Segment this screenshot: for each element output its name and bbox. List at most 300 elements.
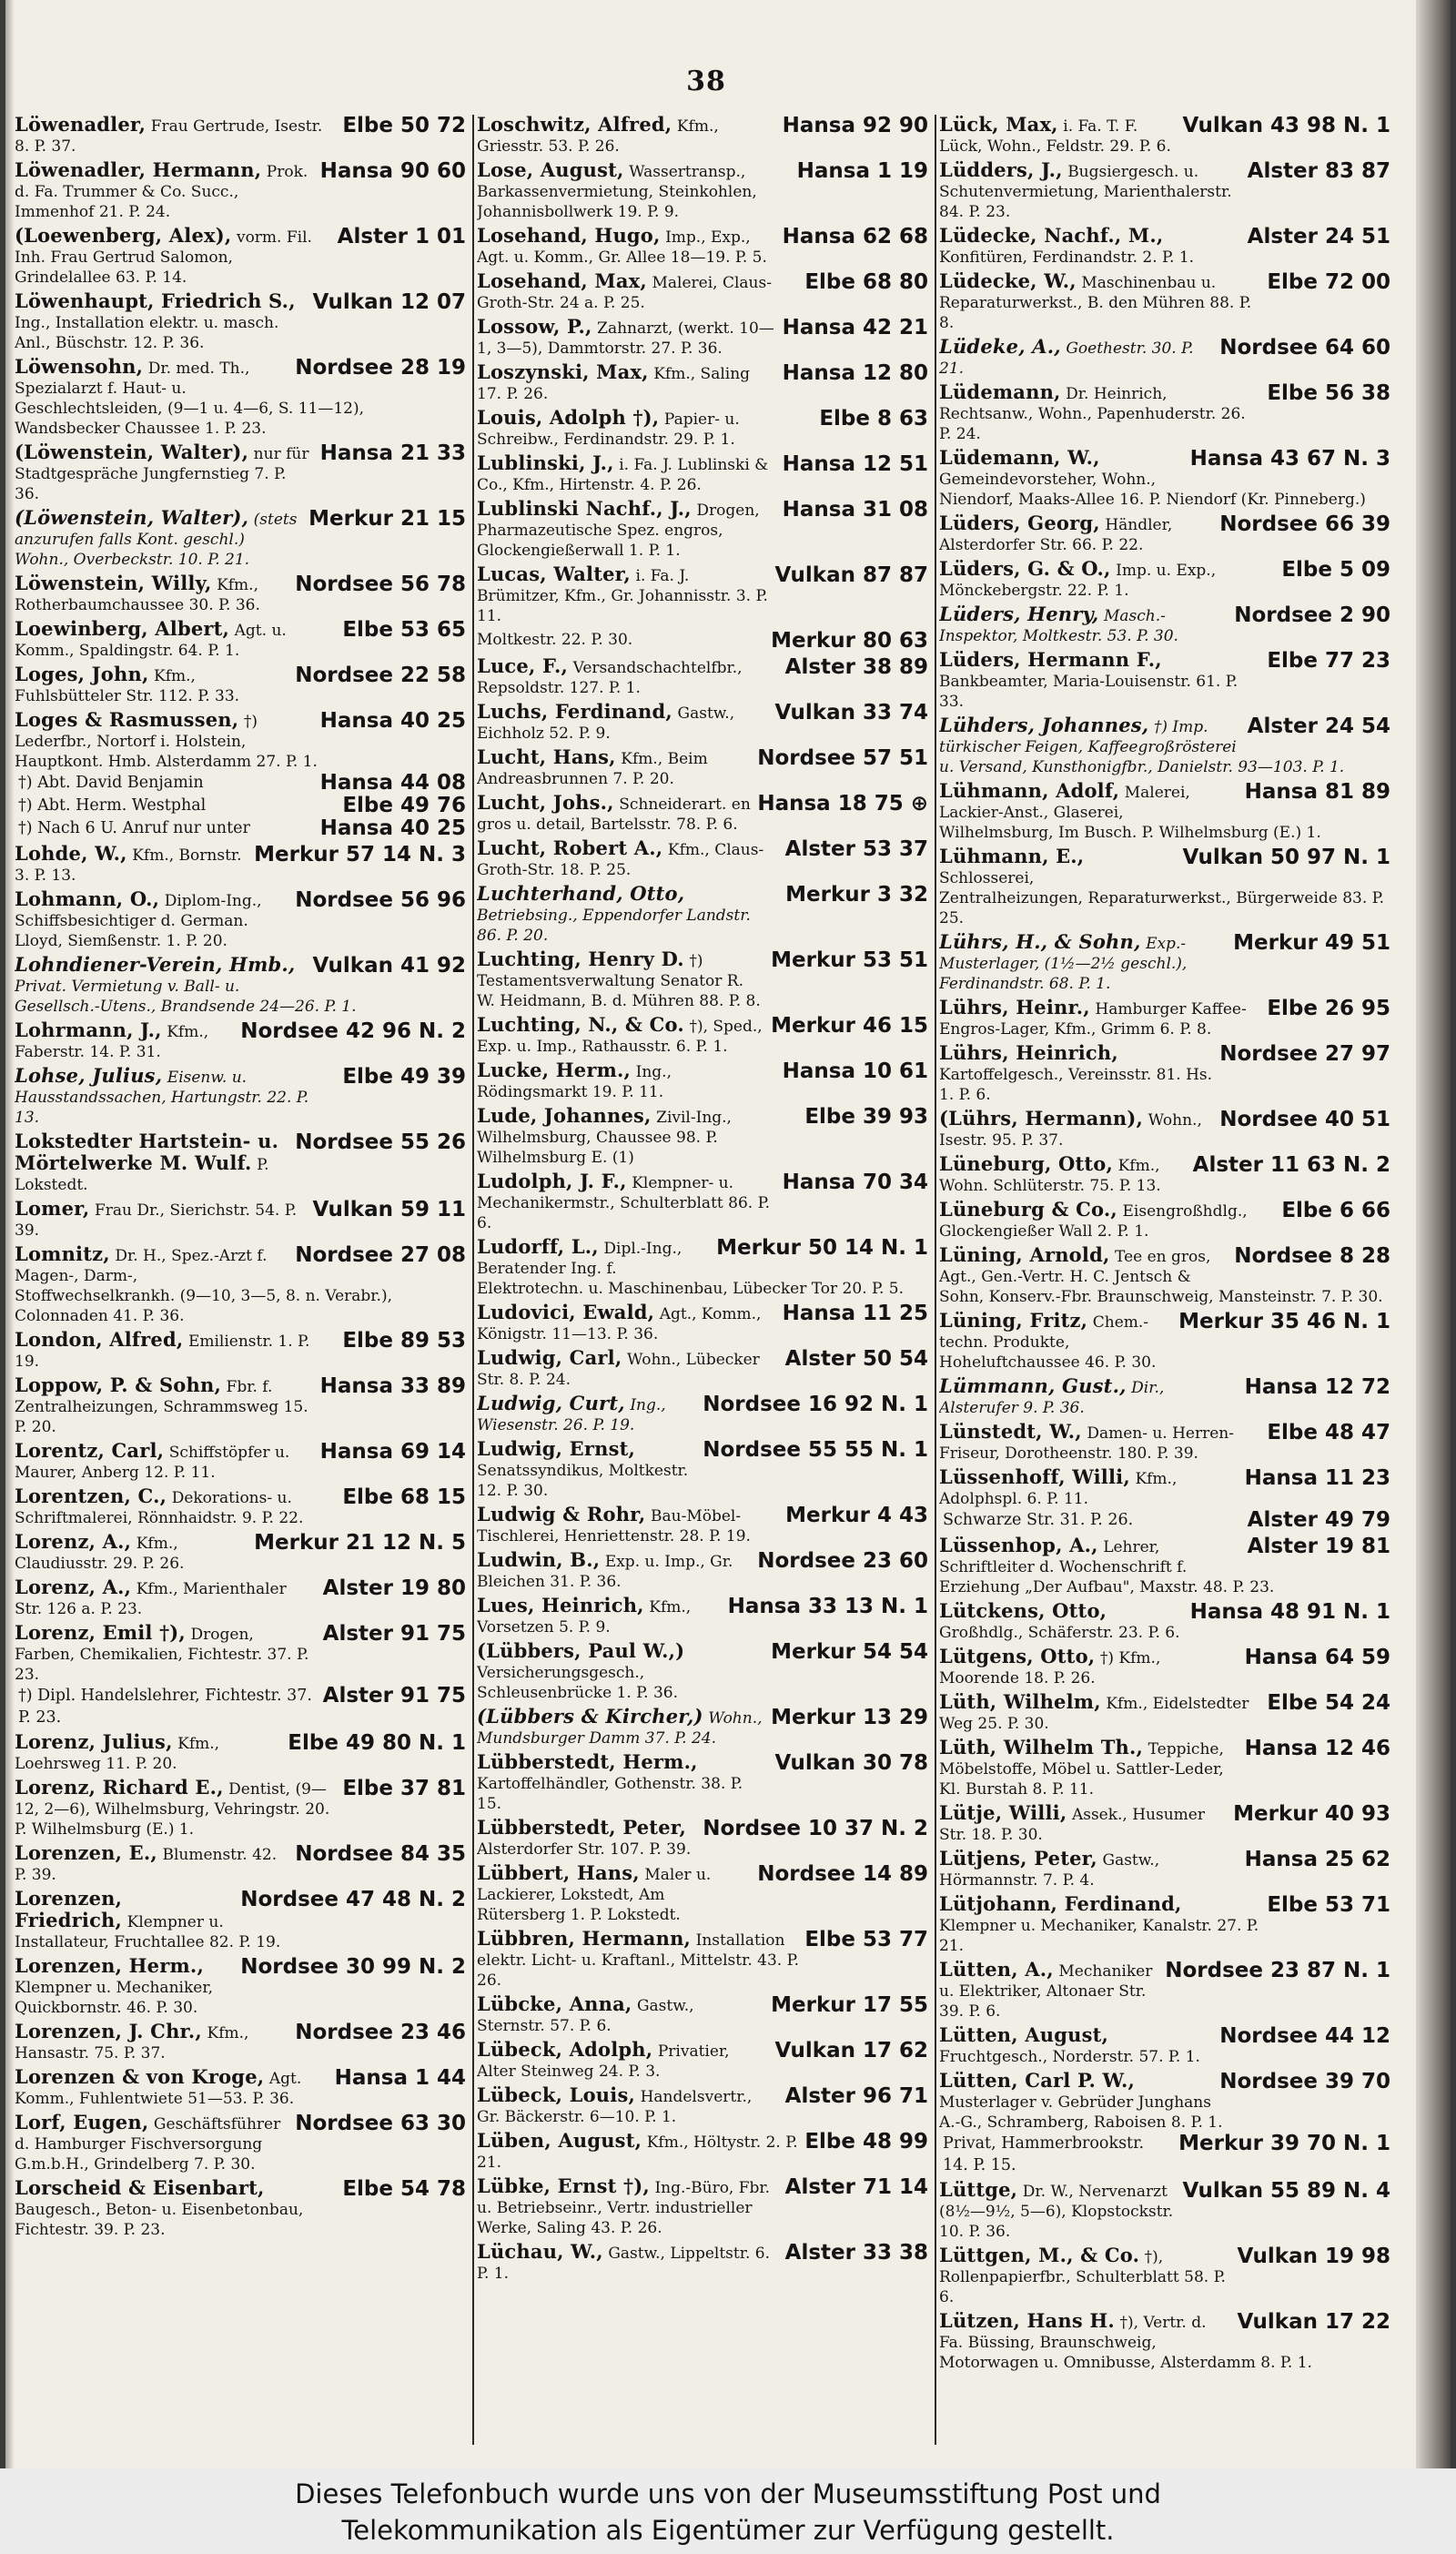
phone-number: Merkur 80 63 — [771, 629, 928, 653]
entry-description: Agt. u. Komm., Spaldingstr. 64. P. 1. — [15, 622, 287, 660]
entry-name: Loppow, P. & Sohn, — [15, 1373, 221, 1396]
directory-entry — [939, 1109, 1390, 1150]
entry-description: Zahnarzt, (werkt. 10—1, 3—5), Dammtorstr. 27. P. 36. — [477, 319, 774, 358]
entry-description: Malerei, Claus-Groth-Str. 24 a. P. 25. — [477, 274, 772, 312]
entry-description: Kfm., Beim Andreasbrunnen 7. P. 20. — [477, 750, 708, 788]
directory-entry — [939, 1960, 1390, 2022]
entry-name: Lüders, G. & O., — [939, 557, 1111, 580]
entry-description: Maler u. Lackierer, Lokstedt, Am Rütersberg 1. P. Lokstedt. — [477, 1866, 712, 1924]
entry-name: Lütgens, Otto, — [939, 1645, 1096, 1667]
entry-description: Imp., Exp., Agt. u. Komm., Gr. Allee 18—19. P. 5. — [477, 228, 767, 267]
entry-description: Goethestr. 30. P. 21. — [939, 340, 1194, 378]
entry-description: Kfm., Adolphspl. 6. P. 11. — [939, 1470, 1178, 1508]
entry-description: Moltkestr. 22. P. 30. — [477, 631, 633, 649]
directory-entry — [15, 619, 466, 661]
entry-name: Lose, August, — [477, 158, 624, 181]
directory-entry — [939, 115, 1390, 157]
entry-name: Ludwig, Carl, — [477, 1346, 622, 1369]
phone-number: Hansa 11 25 — [782, 1302, 928, 1325]
directory-entry — [939, 650, 1390, 712]
phone-number: Vulkan 17 22 — [1237, 2310, 1390, 2334]
directory-entry — [477, 1237, 928, 1299]
directory-entry — [477, 2176, 928, 2238]
entry-name: Lorenzen, Friedrich, — [15, 1887, 123, 1931]
entry-description: Kfm., Griesstr. 53. P. 26. — [477, 117, 719, 156]
entry-description: Wohn., Lübecker Str. 8. P. 24. — [477, 1351, 760, 1389]
phone-number: Nordsee 42 96 N. 2 — [240, 1019, 466, 1043]
entry-name: Lucas, Walter, — [477, 562, 631, 585]
phone-number: Merkur 50 14 N. 1 — [716, 1236, 928, 1260]
directory-entry — [477, 1929, 928, 1991]
entry-name: London, Alfred, — [15, 1328, 184, 1351]
directory-entry — [15, 1441, 466, 1483]
phone-number: Alster 19 80 — [322, 1576, 466, 1600]
entry-name: Ludwin, B., — [477, 1548, 601, 1571]
phone-number: Nordsee 30 99 N. 2 — [240, 1955, 466, 1979]
entry-description: Exp. u. Imp., Gr. Bleichen 31. P. 36. — [477, 1553, 733, 1591]
phone-number: Nordsee 16 92 N. 1 — [703, 1393, 928, 1416]
entry-name: Lorenzen & von Kroge, — [15, 2065, 265, 2088]
entry-description: Dr. Heinrich, Rechtsanw., Wohn., Papenhuderstr. 26. P. 24. — [939, 385, 1246, 443]
directory-entry — [15, 1199, 466, 1241]
directory-entry — [939, 998, 1390, 1039]
directory-entry — [939, 1535, 1390, 1597]
directory-entry — [939, 932, 1390, 994]
directory-entry — [15, 1956, 466, 2018]
directory-entry — [939, 513, 1390, 555]
phone-number: Vulkan 55 89 N. 4 — [1182, 2179, 1390, 2203]
entry-description: Gemeindevorsteher, Wohn., Niendorf, Maaks-Allee 16. P. Niendorf (Kr. Pinneberg.) — [939, 471, 1366, 509]
phone-number: Hansa 42 21 — [782, 316, 928, 340]
directory-entry — [939, 2180, 1390, 2242]
phone-number: Vulkan 17 62 — [774, 2039, 928, 2062]
entry-description: Assek., Husumer Str. 18. P. 30. — [939, 1806, 1205, 1844]
phone-number: Elbe 54 78 — [342, 2177, 466, 2201]
phone-number: Hansa 12 51 — [782, 452, 928, 476]
directory-entry — [939, 271, 1390, 333]
directory-entry — [477, 2131, 928, 2173]
entry-name: Lohndiener-Verein, Hmb., — [15, 953, 296, 976]
phone-number: Vulkan 12 07 — [312, 290, 466, 314]
entry-name: Lüttgen, M., & Co. — [939, 2244, 1140, 2266]
entry-name: Lüdecke, Nachf., M., — [939, 224, 1164, 247]
directory-entry — [15, 1131, 466, 1195]
footer-notice — [0, 2468, 1456, 2554]
entry-name: Lütjens, Peter, — [939, 1847, 1097, 1870]
entry-description: Mechaniker u. Elektriker, Altonaer Str. 39. P. 6. — [939, 1962, 1153, 2021]
entry-description: †) Imp. türkischer Feigen, Kaffeegroßrösterei u. Versand, Kunsthonigfbr., Danielstr. 93—103. P. 1. — [939, 718, 1345, 776]
entry-description: Kfm., Faberstr. 14. P. 31. — [15, 1023, 209, 1061]
phone-number: Elbe 53 65 — [342, 618, 466, 642]
phone-number: Elbe 39 93 — [804, 1105, 928, 1129]
phone-number: Vulkan 33 74 — [774, 701, 928, 725]
phone-number: Nordsee 40 51 — [1219, 1108, 1390, 1131]
entry-description: Ing., Wiesenstr. 26. P. 19. — [477, 1396, 666, 1434]
directory-entry — [15, 2022, 466, 2063]
entry-description: Fbr. f. Zentralheizungen, Schrammsweg 15. P. 20. — [15, 1378, 308, 1436]
entry-description: Versandschachtelfbr., Repsoldstr. 127. P. 1. — [477, 659, 743, 697]
directory-entry — [477, 2242, 928, 2284]
phone-number: Alster 33 38 — [784, 2241, 928, 2265]
subline-text: Privat, Hammerbrookstr. 14. P. 15. — [943, 2134, 1145, 2174]
entry-name: Lührs, H., & Sohn, — [939, 930, 1141, 953]
phone-number: Merkur 3 32 — [785, 883, 928, 907]
entry-description: Ing., Rödingsmarkt 19. P. 11. — [477, 1063, 672, 1101]
directory-entry — [939, 1422, 1390, 1464]
entry-name: Lünstedt, W., — [939, 1420, 1082, 1443]
entry-name: Lütten, Carl P. W., — [939, 2069, 1136, 2092]
entry-name: Luchs, Ferdinand, — [477, 700, 672, 723]
entry-description: †), Sped., Exp. u. Imp., Rathausstr. 6. P. 1. — [477, 1018, 763, 1056]
phone-number: Elbe 68 80 — [804, 270, 928, 294]
entry-description: Schneiderart. en gros u. detail, Bartelsstr. 78. P. 6. — [477, 796, 751, 834]
entry-name: (Löwenstein, Walter), — [15, 506, 249, 529]
entry-description: Alsterdorfer Str. 107. P. 39. — [477, 1840, 692, 1859]
entry-name: Lomnitz, — [15, 1242, 110, 1265]
entry-name: Lues, Heinrich, — [477, 1594, 644, 1617]
phone-number: Merkur 54 54 — [771, 1640, 928, 1664]
entry-description: Dr. med. Th., Spezialarzt f. Haut- u. Geschlechtsleiden, (9—1 u. 4—6, S. 11—12), Wandsbecker Chaussee 1. P. 23. — [15, 360, 365, 438]
directory-entry — [477, 1394, 928, 1435]
directory-entry — [477, 1439, 928, 1501]
entry-description: Bugsiergesch. u. Schutenvermietung, Marienthalerstr. 84. P. 23. — [939, 163, 1232, 221]
phone-number: Elbe 48 99 — [804, 2130, 928, 2154]
entry-description: Schiffstöpfer u. Maurer, Anberg 12. P. 11. — [15, 1444, 290, 1482]
phone-number: Alster 71 14 — [784, 2175, 928, 2199]
phone-number: Nordsee 56 78 — [295, 573, 466, 596]
entry-description: Installation elektr. Licht- u. Kraftanl., Mittelstr. 43. P. 26. — [477, 1931, 799, 1990]
entry-name: Losehand, Max, — [477, 269, 647, 292]
entry-name: Lübbren, Hermann, — [477, 1927, 692, 1950]
phone-number: Alster 49 79 — [1247, 1508, 1390, 1532]
phone-number: Alster 50 54 — [784, 1347, 928, 1371]
phone-number: Nordsee 23 87 N. 1 — [1165, 1959, 1390, 1982]
entry-description: Klempner- u. Mechanikermstr., Schulterblatt 86. P. 6. — [477, 1174, 770, 1232]
directory-entry — [15, 442, 466, 504]
entry-description: Kfm., Fuhlsbütteler Str. 112. P. 33. — [15, 667, 240, 705]
directory-entry — [15, 1066, 466, 1128]
entry-description: Maschinenbau u. Reparaturwerkst., B. den Mühren 88. P. 8. — [939, 274, 1252, 332]
entry-description: Fruchtgesch., Norderstr. 57. P. 1. — [939, 2048, 1200, 2066]
phone-number: Nordsee 22 58 — [295, 664, 466, 687]
entry-name: (Lührs, Hermann), — [939, 1107, 1144, 1130]
entry-name: Ludovici, Ewald, — [477, 1301, 655, 1323]
directory-entry — [477, 2040, 928, 2082]
entry-name: Lüning, Fritz, — [939, 1309, 1088, 1332]
entry-name: Lorscheid & Eisenbart, — [15, 2176, 265, 2199]
entry-description: Ing.-Büro, Fbr. u. Betriebseinr., Vertr. industrieller Werke, Saling 43. P. 26. — [477, 2179, 771, 2237]
column-1 — [15, 115, 466, 2445]
entry-name: Ludwig & Rohr, — [477, 1503, 646, 1525]
phone-number: Merkur 49 51 — [1233, 931, 1390, 955]
phone-number: Nordsee 66 39 — [1219, 512, 1390, 536]
directory-entry — [939, 781, 1390, 843]
directory-entry — [939, 382, 1390, 444]
directory-entry — [939, 846, 1390, 928]
entry-description: Blumenstr. 42. P. 39. — [15, 1846, 278, 1884]
phone-number: Merkur 39 70 N. 1 — [1178, 2132, 1390, 2155]
directory-entry — [15, 1732, 466, 1774]
entry-name: Lühmann, Adolf, — [939, 779, 1120, 802]
directory-entry — [939, 2025, 1390, 2067]
phone-number: Nordsee 2 90 — [1234, 603, 1390, 627]
directory-entry — [15, 1020, 466, 1062]
entry-description: Musterlager v. Gebrüder Junghans A.-G., Schramberg, Raboisen 8. P. 1. — [939, 2093, 1223, 2132]
phone-number: Elbe 5 09 — [1281, 558, 1390, 582]
entry-name: Lüdemann, — [939, 380, 1061, 403]
phone-number: Elbe 48 47 — [1267, 1421, 1390, 1444]
entry-name: (Loewenberg, Alex), — [15, 224, 232, 247]
entry-name: Lütje, Willi, — [939, 1801, 1067, 1824]
entry-name: Lühmann, E., — [939, 845, 1085, 867]
phone-number: Elbe 37 81 — [342, 1777, 466, 1800]
phone-number: Nordsee 27 97 — [1219, 1042, 1390, 1066]
entry-description: (stets anzurufen falls Kont. geschl.) Wohn., Overbeckstr. 10. P. 21. — [15, 511, 298, 569]
entry-name: Lokstedter Hartstein- u. Mörtelwerke M. Wulf. — [15, 1130, 279, 1174]
entry-name: Lorenzen, E., — [15, 1841, 157, 1864]
directory-entry — [15, 710, 466, 840]
directory-entry — [15, 1778, 466, 1839]
entry-name: Ludolph, J. F., — [477, 1170, 627, 1192]
entry-name: Lüders, Henry, — [939, 603, 1099, 625]
phone-number: Alster 24 54 — [1247, 715, 1390, 738]
entry-name: Lude, Johannes, — [477, 1104, 652, 1127]
entry-description: †) Testamentsverwaltung Senator R. W. Heidmann, B. d. Mühren 88. P. 8. — [477, 952, 761, 1010]
page-number: 38 — [686, 66, 726, 97]
entry-name: Lucht, Hans, — [477, 745, 616, 768]
entry-name: Lüdders, J., — [939, 158, 1063, 181]
entry-description: Eisengroßhdlg., Glockengießer Wall 2. P. 1. — [939, 1202, 1248, 1241]
entry-name: Lühders, Johannes, — [939, 714, 1149, 736]
entry-name: (Löwenstein, Walter), — [15, 441, 249, 463]
phone-number: Alster 38 89 — [784, 655, 928, 679]
directory-entry — [477, 564, 928, 626]
directory-entry — [477, 160, 928, 222]
phone-number: Hansa 33 13 N. 1 — [727, 1595, 928, 1618]
entry-name: Loges, John, — [15, 663, 149, 685]
entry-description: Kfm., Wohn. Schlüterstr. 75. P. 13. — [939, 1157, 1161, 1195]
phone-number: Elbe 49 76 — [342, 794, 466, 817]
entry-description: Klempner u. Installateur, Fruchtallee 82. P. 19. — [15, 1913, 281, 1951]
directory-entry — [939, 160, 1390, 222]
entry-description: Gastw., Eichholz 52. P. 9. — [477, 704, 735, 743]
entry-name: Lorentzen, C., — [15, 1485, 167, 1507]
phone-number: Nordsee 47 48 N. 2 — [240, 1888, 466, 1911]
directory-entry — [477, 702, 928, 744]
phone-number: Merkur 21 15 — [308, 507, 466, 531]
entry-name: Lübbert, Hans, — [477, 1861, 640, 1884]
entry-description: Senatssyndikus, Moltkestr. 12. P. 30. — [477, 1462, 689, 1500]
entry-description: Frau Gertrude, Isestr. 8. P. 37. — [15, 117, 323, 156]
entry-name: Lück, Max, — [939, 115, 1058, 136]
entry-name: Lüdeke, A., — [939, 335, 1061, 358]
entry-description: Prok. d. Fa. Trummer & Co. Succ., Immenhof 21. P. 24. — [15, 163, 308, 221]
entry-subline — [939, 2133, 1390, 2176]
directory-entry — [477, 1060, 928, 1102]
entry-name: Loschwitz, Alfred, — [477, 115, 672, 136]
entry-description: Wohn., Mundsburger Damm 37. P. 24. — [477, 1709, 763, 1748]
entry-description: †) Kfm., Moorende 18. P. 26. — [939, 1649, 1161, 1687]
directory-entry — [939, 1376, 1390, 1418]
entry-name: Lüneburg & Co., — [939, 1198, 1117, 1221]
entry-description: Malerei, Lackier-Anst., Glaserei, Wilhelmsburg, Im Busch. P. Wilhelmsburg (E.) 1. — [939, 784, 1321, 842]
phone-number: Nordsee 39 70 — [1219, 2070, 1390, 2093]
entry-description: Großhdlg., Schäferstr. 23. P. 6. — [939, 1624, 1180, 1642]
directory-entry — [939, 1738, 1390, 1799]
entry-description: Klempner u. Mechaniker, Kanalstr. 27. P. 21. — [939, 1917, 1259, 1955]
directory-entry — [15, 2113, 466, 2174]
directory-entry — [939, 1647, 1390, 1688]
phone-number: Elbe 54 24 — [1267, 1691, 1390, 1715]
footer-line-1: Dieses Telefonbuch wurde uns von der Museumsstiftung Post und — [295, 2478, 1161, 2509]
directory-entry — [477, 1596, 928, 1637]
entry-description: Kfm., Claus-Groth-Str. 18. P. 25. — [477, 841, 764, 879]
entry-description: vorm. Fil. Inh. Frau Gertrud Salomon, Grindelallee 63. P. 14. — [15, 228, 312, 287]
phone-number: Vulkan 30 78 — [774, 1751, 928, 1775]
entry-description: Kartoffelgesch., Vereinsstr. 81. Hs. 1. P. 6. — [939, 1066, 1213, 1104]
entry-name: Lütckens, Otto, — [939, 1599, 1107, 1622]
entry-name: Louis, Adolph †), — [477, 406, 660, 429]
entry-name: Loges & Rasmussen, — [15, 708, 239, 731]
phone-number: Alster 19 81 — [1247, 1535, 1390, 1558]
entry-description: Wassertransp., Barkassenvermietung, Steinkohlen, Johannisbollwerk 19. P. 9. — [477, 163, 757, 221]
entry-description: Handelsvertr., Gr. Bäckerstr. 6—10. P. 1. — [477, 2088, 753, 2126]
entry-subline — [15, 772, 466, 794]
entry-subline — [939, 1509, 1390, 1531]
phone-number: Alster 53 37 — [784, 837, 928, 861]
entry-name: Lübberstedt, Herm., — [477, 1750, 698, 1773]
phone-number: Hansa 25 62 — [1244, 1848, 1390, 1871]
directory-entry — [477, 1015, 928, 1057]
entry-description: Schlosserei, Zentralheizungen, Reparaturwerkst., Bürgerweide 83. P. 25. — [939, 869, 1385, 927]
entry-description: Kfm., Bornstr. 3. P. 13. — [15, 846, 242, 885]
entry-description: Tee en gros, Agt., Gen.-Vertr. H. C. Jentsch & Sohn, Konserv.-Fbr. Braunschweig, Mansteinstr. 7. P. 30. — [939, 1248, 1383, 1306]
directory-entry — [477, 408, 928, 450]
entry-description: Konfitüren, Ferdinandstr. 2. P. 1. — [939, 248, 1195, 267]
directory-entry — [939, 1154, 1390, 1196]
directory-entry — [15, 1532, 466, 1574]
entry-description: †) Lederfbr., Nortorf i. Holstein, Hauptkont. Hmb. Alsterdamm 27. P. 1. — [15, 713, 318, 771]
column-2 — [477, 115, 928, 2445]
subline-text: †) Abt. David Benjamin — [18, 774, 204, 792]
phone-number: Vulkan 50 97 N. 1 — [1182, 846, 1390, 869]
entry-name: Löwenadler, — [15, 115, 147, 136]
entry-name: Lüben, August, — [477, 2129, 642, 2152]
entry-name: Lüdemann, W., — [939, 446, 1100, 469]
entry-description: †), Vertr. d. Fa. Büssing, Braunschweig, Motorwagen u. Omnibusse, Alsterdamm 8. P. 1. — [939, 2314, 1312, 2372]
phone-number: Hansa 90 60 — [319, 159, 466, 183]
entry-description: Kfm., Eidelstedter Weg 25. P. 30. — [939, 1695, 1249, 1733]
directory-entry — [477, 747, 928, 789]
directory-entry — [939, 1467, 1390, 1532]
entry-description: Kfm., Hansastr. 75. P. 37. — [15, 2024, 249, 2062]
directory-entry — [15, 357, 466, 439]
phone-number: Vulkan 41 92 — [312, 954, 466, 978]
entry-name: Lorenz, A., — [15, 1530, 132, 1553]
directory-entry — [939, 1043, 1390, 1105]
phone-number: Nordsee 8 28 — [1234, 1244, 1390, 1268]
entry-name: Losehand, Hugo, — [477, 224, 661, 247]
entry-description: Kfm., Loehrsweg 11. P. 20. — [15, 1735, 220, 1773]
entry-name: Lührs, Heinr., — [939, 996, 1090, 1019]
entry-description: Agt., Komm., Königstr. 11—13. P. 36. — [477, 1305, 762, 1343]
entry-name: Lucke, Herm., — [477, 1059, 632, 1081]
entry-name: (Lübbers, Paul W.,) — [477, 1639, 685, 1662]
phone-number: Nordsee 44 12 — [1219, 2024, 1390, 2048]
phone-number: Hansa 64 59 — [1244, 1646, 1390, 1669]
directory-entry — [477, 362, 928, 404]
subline-text: †) Nach 6 U. Anruf nur unter — [18, 819, 250, 837]
entry-description: Wohn., Isestr. 95. P. 37. — [939, 1111, 1202, 1150]
phone-number: Elbe 8 63 — [819, 407, 928, 431]
entry-description: Baugesch., Beton- u. Eisenbetonbau, Fichtestr. 39. P. 23. — [15, 2201, 304, 2239]
entry-description: Eisenw. u. Hausstandssachen, Hartungstr. 22. P. 13. — [15, 1069, 309, 1127]
entry-description: Dipl.-Ing., Beratender Ing. f. Elektrotechn. u. Maschinenbau, Lübecker Tor 20. P. 5. — [477, 1240, 905, 1298]
entry-description: Kfm., Marienthaler Str. 126 a. P. 23. — [15, 1580, 287, 1618]
entry-description: Lehrer, Schriftleiter d. Wochenschrift f. Erziehung „Der Aufbau", Maxstr. 48. P. 23. — [939, 1538, 1275, 1596]
phone-number: Nordsee 56 96 — [295, 888, 466, 912]
phone-number: Nordsee 55 26 — [295, 1130, 466, 1154]
phone-number: Hansa 12 72 — [1244, 1375, 1390, 1399]
entry-name: Lorenzen, Herm., — [15, 1954, 204, 1977]
phone-number: Nordsee 57 51 — [757, 746, 928, 770]
entry-name: Lüth, Wilhelm Th., — [939, 1736, 1144, 1758]
directory-entry — [477, 453, 928, 495]
phone-number: Hansa 12 46 — [1244, 1737, 1390, 1760]
phone-number: Alster 91 75 — [322, 1622, 466, 1646]
directory-entry — [939, 226, 1390, 268]
entry-name: Lübke, Ernst †), — [477, 2174, 650, 2197]
directory-entry — [15, 955, 466, 1017]
entry-name: Lüssenhop, A., — [939, 1534, 1098, 1556]
directory-entry — [15, 1577, 466, 1619]
phone-number: Elbe 53 77 — [804, 1928, 928, 1951]
directory-entry — [15, 573, 466, 615]
subline-text: Schwarze Str. 31. P. 26. — [943, 1511, 1134, 1529]
column-3 — [939, 115, 1390, 2445]
directory-entry — [477, 1505, 928, 1546]
entry-description: Dekorations- u. Schriftmalerei, Rönnhaidstr. 9. P. 22. — [15, 1489, 304, 1527]
phone-number: Nordsee 84 35 — [295, 1842, 466, 1866]
phone-number: Hansa 21 33 — [319, 441, 466, 465]
directory-entry — [939, 2245, 1390, 2307]
entry-description: Gastw., Lippeltstr. 6. P. 1. — [477, 2245, 770, 2283]
entry-description: Drogen, Pharmazeutische Spez. engros, Glockengießerwall 1. P. 1. — [477, 502, 760, 560]
directory-entry — [15, 2178, 466, 2240]
directory-entry — [477, 1348, 928, 1390]
entry-name: Lüchau, W., — [477, 2240, 603, 2263]
phone-number: Vulkan 43 98 N. 1 — [1182, 115, 1390, 137]
entry-description: Dir., Alsterufer 9. P. 36. — [939, 1379, 1165, 1417]
phone-number: Hansa 81 89 — [1244, 780, 1390, 804]
directory-entry — [477, 1550, 928, 1592]
entry-description: Kfm., Rotherbaumchaussee 30. P. 36. — [15, 576, 260, 614]
entry-description: Masch.-Inspektor, Moltkestr. 53. P. 30. — [939, 607, 1178, 645]
directory-columns — [15, 115, 1407, 2445]
entry-description: Imp. u. Exp., Mönckebergstr. 22. P. 1. — [939, 562, 1217, 600]
directory-entry — [477, 1863, 928, 1925]
entry-description: Zivil-Ing., Wilhelmsburg, Chaussee 98. P. Wilhelmsburg E. (1) — [477, 1109, 732, 1167]
directory-entry — [477, 226, 928, 268]
entry-name: Lohse, Julius, — [15, 1064, 163, 1087]
phone-number: Alster 1 01 — [337, 225, 466, 248]
entry-subline — [15, 817, 466, 839]
entry-name: Loszynski, Max, — [477, 360, 649, 383]
entry-name: Lorf, Eugen, — [15, 2111, 149, 2133]
entry-description: i. Fa. J. Brümitzer, Kfm., Gr. Johannisstr. 3. P. 11. — [477, 567, 768, 625]
entry-name: Lüth, Wilhelm, — [939, 1690, 1101, 1713]
phone-number: Merkur 40 93 — [1233, 1802, 1390, 1826]
